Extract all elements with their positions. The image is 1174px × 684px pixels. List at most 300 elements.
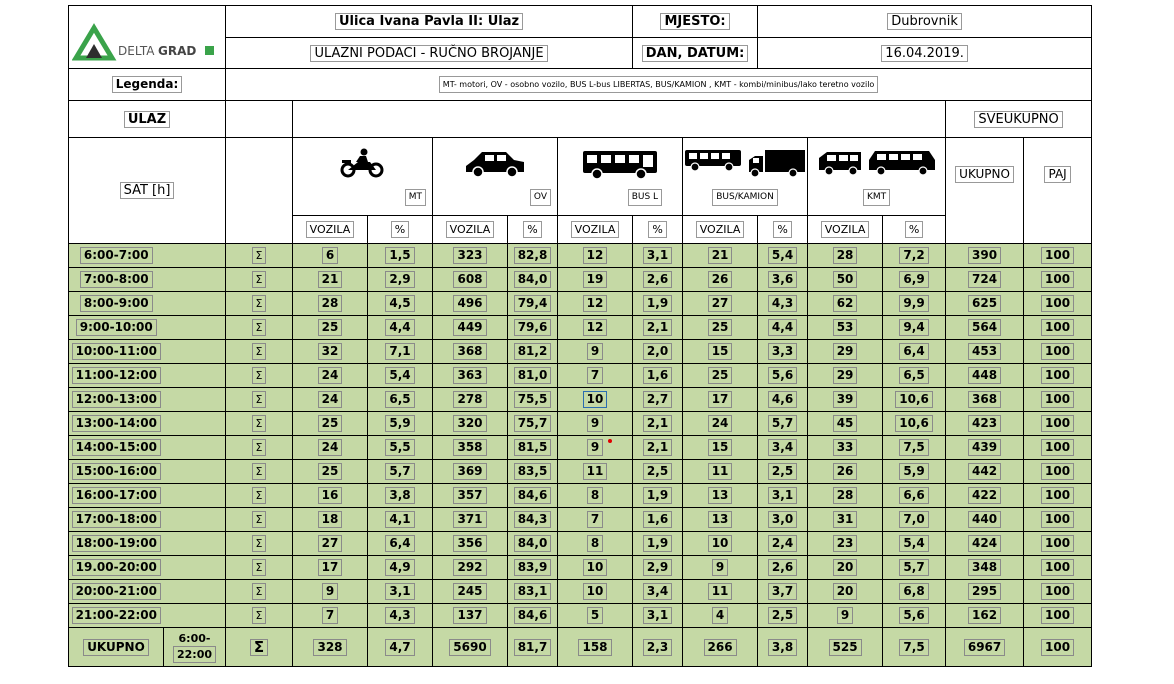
ov-pct-value: 75,5: [514, 391, 552, 408]
buskamion-vozila-cell: [683, 316, 758, 340]
ov-vozila-value: 245: [453, 583, 486, 600]
ukupno-value: 424: [968, 535, 1001, 552]
group-busl: [558, 138, 683, 216]
ov-pct-cell: [508, 292, 558, 316]
busl-pct-value: 2,0: [643, 343, 672, 360]
time-label: 7:00-8:00: [80, 271, 153, 288]
traffic-count-sheet: [68, 5, 1071, 669]
busl-vozila-cell: [558, 292, 633, 316]
kmt-vozila-header: VOZILA: [808, 216, 883, 244]
time-label: 18:00-19:00: [72, 535, 161, 552]
ov-pct-cell: [508, 532, 558, 556]
sigma-cell: [226, 484, 293, 508]
paj-value: 100: [1041, 415, 1074, 432]
ukupno-value: 422: [968, 487, 1001, 504]
red-marker-dot: [608, 439, 612, 443]
time-cell: [69, 580, 164, 604]
subtitle: ULAZNI PODACI - RUČNO BROJANJE: [310, 45, 547, 62]
mt-vozila-value: 25: [318, 415, 343, 432]
busl-vozila-cell: [558, 532, 633, 556]
ov-vozila-value: 371: [453, 511, 486, 528]
mt-vozila-cell: [293, 292, 368, 316]
ukupno-value: 724: [968, 271, 1001, 288]
buskamion-vozila-value: 17: [708, 391, 733, 408]
ukupno-cell: [946, 388, 1024, 412]
deltagrad-logo-icon: [72, 20, 222, 62]
mt-vozila-cell: [293, 316, 368, 340]
blank-cell: [164, 364, 226, 388]
logo-cell: [69, 6, 226, 69]
time-cell: [69, 436, 164, 460]
mt-vozila-cell: [293, 244, 368, 268]
kmt-pct-value: 7,0: [899, 511, 928, 528]
ov-pct-value: 75,7: [514, 415, 552, 432]
busl-vozila-value: 12: [583, 295, 608, 312]
buskamion-vozila-cell: [683, 340, 758, 364]
busl-vozila-value: 9: [587, 343, 603, 360]
busl-pct-value: 3,1: [643, 607, 672, 624]
buskamion-pct-cell: [758, 580, 808, 604]
mt-vozila-cell: [293, 412, 368, 436]
ukupno-value: 162: [968, 607, 1001, 624]
kmt-pct-cell: [883, 388, 946, 412]
mt-vozila-value: 24: [318, 439, 343, 456]
sigma-cell: [226, 340, 293, 364]
table-row: [69, 292, 1092, 316]
ov-vozila-cell: [433, 316, 508, 340]
busl-pct-value: 3,4: [643, 583, 672, 600]
kmt-vozila-cell: [808, 268, 883, 292]
total-buskamion-vozila: 266: [683, 628, 758, 667]
busl-vozila-value: 7: [587, 367, 603, 384]
ov-pct-cell: [508, 484, 558, 508]
traffic-table: [68, 5, 1092, 667]
buskamion-vozila-value: 27: [708, 295, 733, 312]
kmt-pct-cell: [883, 508, 946, 532]
kmt-vozila-value: 28: [833, 247, 858, 264]
buskamion-pct-cell: [758, 388, 808, 412]
buskamion-vozila-value: 26: [708, 271, 733, 288]
sigma-cell: [226, 604, 293, 628]
ukupno-value: 625: [968, 295, 1001, 312]
buskamion-vozila-value: 11: [708, 463, 733, 480]
buskamion-pct-value: 3,7: [768, 583, 797, 600]
table-row: [69, 556, 1092, 580]
busl-pct-value: 2,1: [643, 319, 672, 336]
paj-value: 100: [1041, 511, 1074, 528]
ov-vozila-cell: [433, 244, 508, 268]
kmt-pct-value: 5,4: [899, 535, 928, 552]
total-sigma: Σ: [250, 639, 268, 656]
time-cell: [69, 388, 164, 412]
total-range-bottom: 22:00: [173, 646, 216, 663]
kmt-vozila-value: 9: [837, 607, 853, 624]
paj-value: 100: [1041, 391, 1074, 408]
mt-vozila-value: 18: [318, 511, 343, 528]
ov-pct-cell: [508, 340, 558, 364]
ukupno-label: UKUPNO: [955, 166, 1014, 183]
mt-vozila-cell: [293, 460, 368, 484]
busl-vozila-cell: [558, 436, 633, 460]
ov-vozila-value: 368: [453, 343, 486, 360]
busl-pct-value: 1,6: [643, 367, 672, 384]
logo: [69, 20, 225, 58]
busl-pct-cell: [633, 244, 683, 268]
ov-vozila-cell: [433, 460, 508, 484]
kmt-vozila-cell: [808, 244, 883, 268]
ukupno-cell: [946, 412, 1024, 436]
ov-vozila-value: 608: [453, 271, 486, 288]
kmt-vozila-value: 33: [833, 439, 858, 456]
total-range-cell: [164, 628, 226, 667]
total-paj: 100: [1024, 628, 1092, 667]
ov-vozila-value: 363: [453, 367, 486, 384]
ukupno-value: 448: [968, 367, 1001, 384]
buskamion-vozila-value: 10: [708, 535, 733, 552]
kmt-pct-value: 6,4: [899, 343, 928, 360]
buskamion-vozila-cell: [683, 604, 758, 628]
blank-cell: [164, 532, 226, 556]
time-cell: [69, 244, 164, 268]
busl-vozila-cell: [558, 460, 633, 484]
group-kmt-label: KMT: [863, 189, 890, 206]
paj-value: 100: [1041, 319, 1074, 336]
busl-vozila-cell: [558, 316, 633, 340]
busl-pct-cell: [633, 508, 683, 532]
sigma-cell: [226, 532, 293, 556]
mt-pct-header: %: [368, 216, 433, 244]
time-cell: [69, 532, 164, 556]
blank-cell: [164, 460, 226, 484]
mt-pct-cell: [368, 484, 433, 508]
ukupno-value: 295: [968, 583, 1001, 600]
blank-cell: [164, 244, 226, 268]
buskamion-pct-value: 4,6: [768, 391, 797, 408]
busl-pct-value: 1,9: [643, 295, 672, 312]
ov-vozila-cell: [433, 388, 508, 412]
ov-pct-value: 84,6: [514, 487, 552, 504]
ov-vozila-cell: [433, 532, 508, 556]
busl-vozila-value: 19: [583, 271, 608, 288]
paj-cell: [1024, 580, 1092, 604]
mt-vozila-cell: [293, 508, 368, 532]
ov-pct-cell: [508, 436, 558, 460]
ov-vozila-value: 278: [453, 391, 486, 408]
buskamion-vozila-header: VOZILA: [683, 216, 758, 244]
mt-vozila-value: 7: [322, 607, 338, 624]
kmt-vozila-cell: [808, 316, 883, 340]
total-mt-pct: 4,7: [368, 628, 433, 667]
busl-vozila-value: 10: [583, 583, 608, 600]
mt-vozila-value: 24: [318, 367, 343, 384]
busl-vozila-value: 9: [587, 415, 603, 432]
ukupno-cell: [946, 532, 1024, 556]
ukupno-cell: [946, 244, 1024, 268]
paj-cell: [1024, 508, 1092, 532]
time-label: 13:00-14:00: [72, 415, 161, 432]
buskamion-vozila-cell: [683, 556, 758, 580]
kmt-vozila-value: 23: [833, 535, 858, 552]
ov-vozila-cell: [433, 364, 508, 388]
mt-pct-value: 5,5: [385, 439, 414, 456]
mt-vozila-value: 25: [318, 319, 343, 336]
paj-cell: [1024, 484, 1092, 508]
date-label-cell: [633, 38, 758, 69]
ov-vozila-value: 357: [453, 487, 486, 504]
kmt-pct-value: 5,7: [899, 559, 928, 576]
mt-vozila-value: 6: [322, 247, 338, 264]
mt-vozila-cell: [293, 484, 368, 508]
sigma-cell: [226, 460, 293, 484]
kmt-vozila-value: 62: [833, 295, 858, 312]
sigma-symbol: Σ: [252, 439, 267, 456]
ukupno-value: 440: [968, 511, 1001, 528]
buskamion-vozila-cell: [683, 244, 758, 268]
bus-icon: [558, 148, 682, 180]
busl-vozila-value: 5: [587, 607, 603, 624]
ulaz-cell: [69, 101, 226, 138]
table-row: [69, 484, 1092, 508]
mt-vozila-value: 17: [318, 559, 343, 576]
buskamion-pct-value: 5,4: [768, 247, 797, 264]
busl-vozila-cell: [558, 484, 633, 508]
busl-pct-value: 1,6: [643, 511, 672, 528]
ov-pct-value: 84,0: [514, 271, 552, 288]
mt-pct-value: 3,1: [385, 583, 414, 600]
kmt-pct-cell: [883, 268, 946, 292]
time-label: 17:00-18:00: [72, 511, 161, 528]
sat-label: SAT [h]: [120, 182, 175, 199]
paj-cell: [1024, 556, 1092, 580]
kmt-vozila-cell: [808, 436, 883, 460]
blank-cell: [164, 604, 226, 628]
total-busl-pct: 2,3: [633, 628, 683, 667]
sigma-cell: [226, 556, 293, 580]
total-sigma-cell: [226, 628, 293, 667]
date-label: DAN, DATUM:: [642, 45, 749, 62]
kmt-pct-value: 5,6: [899, 607, 928, 624]
kmt-pct-cell: [883, 484, 946, 508]
ukupno-value: 348: [968, 559, 1001, 576]
kmt-pct-cell: [883, 604, 946, 628]
kmt-vozila-value: 39: [833, 391, 858, 408]
time-label: 10:00-11:00: [72, 343, 161, 360]
motorcycle-icon: [293, 148, 432, 178]
total-kmt-vozila: 525: [808, 628, 883, 667]
buskamion-pct-value: 4,4: [768, 319, 797, 336]
kmt-pct-value: 7,2: [899, 247, 928, 264]
busl-pct-value: 1,9: [643, 487, 672, 504]
mt-vozila-cell: [293, 436, 368, 460]
time-cell: [69, 412, 164, 436]
time-cell: [69, 364, 164, 388]
kmt-pct-value: 6,8: [899, 583, 928, 600]
kmt-vozila-cell: [808, 484, 883, 508]
busl-vozila-cell: [558, 364, 633, 388]
kmt-pct-cell: [883, 412, 946, 436]
busl-pct-cell: [633, 556, 683, 580]
mt-pct-value: 4,4: [385, 319, 414, 336]
ukupno-cell: [946, 364, 1024, 388]
ov-vozila-value: 320: [453, 415, 486, 432]
buskamion-vozila-cell: [683, 436, 758, 460]
mt-vozila-cell: [293, 364, 368, 388]
buskamion-pct-cell: [758, 364, 808, 388]
table-row: [69, 604, 1092, 628]
ukupno-value: 564: [968, 319, 1001, 336]
busl-vozila-value: 8: [587, 535, 603, 552]
paj-value: 100: [1041, 559, 1074, 576]
ov-vozila-value: 356: [453, 535, 486, 552]
kmt-pct-cell: [883, 340, 946, 364]
ukupno-cell: [946, 292, 1024, 316]
buskamion-vozila-value: 13: [708, 487, 733, 504]
ov-vozila-header: VOZILA: [433, 216, 508, 244]
van-minibus-icon: [808, 148, 945, 178]
total-ov-pct: 81,7: [508, 628, 558, 667]
paj-cell: [1024, 364, 1092, 388]
group-ov: [433, 138, 558, 216]
paj-cell: [1024, 268, 1092, 292]
time-cell: [69, 508, 164, 532]
paj-value: 100: [1041, 295, 1074, 312]
kmt-vozila-cell: [808, 412, 883, 436]
blank-cell: [164, 340, 226, 364]
ukupno-cell: [946, 580, 1024, 604]
ov-pct-cell: [508, 508, 558, 532]
mt-pct-cell: [368, 460, 433, 484]
kmt-pct-value: 7,5: [899, 439, 928, 456]
buskamion-vozila-value: 24: [708, 415, 733, 432]
kmt-pct-value: 9,4: [899, 319, 928, 336]
paj-cell: [1024, 412, 1092, 436]
table-row: [69, 436, 1092, 460]
sigma-symbol: Σ: [252, 487, 267, 504]
ov-vozila-cell: [433, 556, 508, 580]
time-cell: [69, 460, 164, 484]
ov-vozila-cell: [433, 484, 508, 508]
place-label: MJESTO:: [660, 13, 729, 30]
paj-label: PAJ: [1044, 166, 1070, 183]
mt-pct-cell: [368, 436, 433, 460]
kmt-pct-value: 6,5: [899, 367, 928, 384]
busl-pct-value: 2,5: [643, 463, 672, 480]
time-label: 8:00-9:00: [80, 295, 153, 312]
buskamion-vozila-value: 21: [708, 247, 733, 264]
legend-label: Legenda:: [112, 76, 183, 93]
buskamion-pct-value: 2,4: [768, 535, 797, 552]
busl-pct-cell: [633, 580, 683, 604]
kmt-pct-cell: [883, 436, 946, 460]
ov-pct-value: 79,6: [514, 319, 552, 336]
blank-cell: [164, 292, 226, 316]
time-cell: [69, 292, 164, 316]
sigma-symbol: Σ: [252, 319, 267, 336]
table-row: [69, 460, 1092, 484]
ov-vozila-value: 449: [453, 319, 486, 336]
time-cell: [69, 316, 164, 340]
subtitle-cell: [226, 38, 633, 69]
place-value-cell: [758, 6, 1092, 38]
ov-pct-value: 84,3: [514, 511, 552, 528]
mt-pct-cell: [368, 268, 433, 292]
buskamion-pct-cell: [758, 340, 808, 364]
busl-vozila-cell: [558, 604, 633, 628]
total-busl-vozila: 158: [558, 628, 633, 667]
kmt-pct-cell: [883, 580, 946, 604]
data-rows: [69, 244, 1092, 628]
blank-group-cell: [293, 101, 946, 138]
kmt-vozila-value: 29: [833, 343, 858, 360]
ov-vozila-cell: [433, 508, 508, 532]
busl-pct-value: 2,1: [643, 415, 672, 432]
paj-value: 100: [1041, 607, 1074, 624]
busl-vozila-value: 10: [583, 559, 608, 576]
buskamion-vozila-cell: [683, 460, 758, 484]
sigma-cell: [226, 388, 293, 412]
blank-cell: [164, 508, 226, 532]
legend-text-cell: [226, 69, 1092, 101]
sigma-cell: [226, 580, 293, 604]
buskamion-vozila-value: 13: [708, 511, 733, 528]
busl-vozila-cell: [558, 244, 633, 268]
total-mt-vozila: 328: [293, 628, 368, 667]
ukupno-value: 368: [968, 391, 1001, 408]
ov-pct-value: 79,4: [514, 295, 552, 312]
total-ov-vozila: 5690: [433, 628, 508, 667]
ov-vozila-cell: [433, 604, 508, 628]
total-range-top: 6:00-: [178, 631, 211, 645]
kmt-pct-value: 5,9: [899, 463, 928, 480]
mt-pct-value: 2,9: [385, 271, 414, 288]
ukupno-header: [946, 138, 1024, 244]
mt-pct-cell: [368, 604, 433, 628]
kmt-pct-cell: [883, 316, 946, 340]
buskamion-vozila-cell: [683, 364, 758, 388]
kmt-vozila-value: 45: [833, 415, 858, 432]
svg-text:DELTA: DELTA: [118, 44, 155, 58]
sigma-cell: [226, 316, 293, 340]
mt-vozila-cell: [293, 340, 368, 364]
ov-vozila-cell: [433, 412, 508, 436]
group-kmt: [808, 138, 946, 216]
kmt-pct-cell: [883, 364, 946, 388]
busl-pct-cell: [633, 532, 683, 556]
busl-vozila-cell: [558, 268, 633, 292]
mt-pct-value: 4,9: [385, 559, 414, 576]
ov-pct-cell: [508, 580, 558, 604]
kmt-vozila-cell: [808, 556, 883, 580]
busl-vozila-cell: [558, 412, 633, 436]
ov-vozila-cell: [433, 580, 508, 604]
busl-pct-cell: [633, 460, 683, 484]
ov-vozila-value: 369: [453, 463, 486, 480]
ov-pct-value: 81,0: [514, 367, 552, 384]
table-row: [69, 532, 1092, 556]
ulaz-label: ULAZ: [124, 111, 170, 128]
mt-pct-cell: [368, 316, 433, 340]
sigma-symbol: Σ: [252, 367, 267, 384]
buskamion-pct-value: 5,7: [768, 415, 797, 432]
sigma-cell: [226, 364, 293, 388]
blank-cell: [164, 556, 226, 580]
table-row: [69, 340, 1092, 364]
kmt-vozila-value: 31: [833, 511, 858, 528]
mt-vozila-value: 28: [318, 295, 343, 312]
mt-vozila-cell: [293, 388, 368, 412]
paj-cell: [1024, 244, 1092, 268]
mt-pct-cell: [368, 580, 433, 604]
